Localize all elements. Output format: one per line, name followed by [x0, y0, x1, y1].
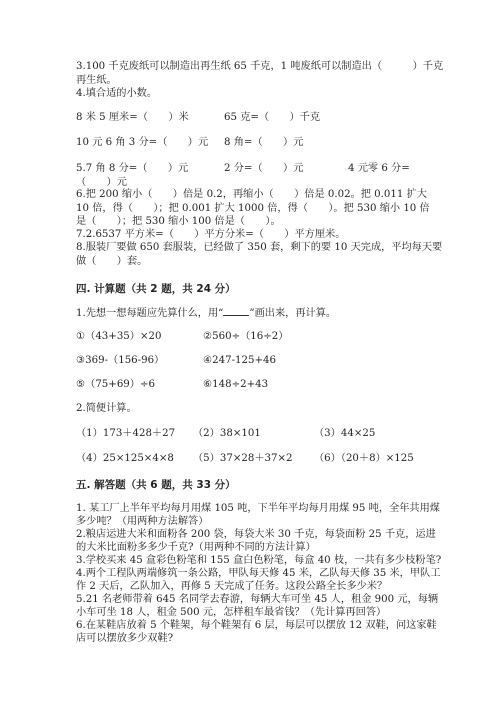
solve-line-6: 4.两个工程队两端修筑一条公路，甲队每天修 45 米，乙队每天修 35 米，甲队工: [76, 568, 441, 579]
solve-line-11: 店可以摆放多少双鞋?: [76, 633, 174, 644]
calc-question-1: [76, 306, 336, 321]
q4-item-jiao: 8 角=（ ）元: [224, 137, 304, 148]
q5-item-jiao-fen: 5.7 角 8 分=（ ）元: [76, 163, 189, 174]
solve-line-10: 6.在某鞋店放着 5 个鞋架，每个鞋架有 6 层，每层可以摆放 12 双鞋，问这家鞋: [76, 620, 437, 631]
solve-line-8: 5.21 名老师带着 645 名同学去春游，每辆大车可坐 45 人，租金 900 元，每辆: [76, 594, 439, 605]
q5-item-fen: 2 分=（ ）元: [224, 163, 304, 174]
solve-line-5: 3.学校买来 45 盒彩色粉笔和 155 盒白色粉笔，每盒 40 枝，一共有多少枝粉笔?: [76, 555, 442, 566]
calc-q1-prefix: 1.先想一想每题应先算什么，用“: [76, 308, 224, 319]
q5-item-yuan-fen: 4 元零 6 分=: [348, 163, 410, 174]
solve-line-3: 2.粮店运进大米和面粉各 200 袋，每袋大米 30 千克，每袋面粉 25 千克，运进: [76, 529, 436, 540]
question-6-line-1: 6.把 200 缩小（ ）倍是 0.2，再缩小（ ）倍是 0.02。把 0.011 扩大: [76, 189, 427, 200]
calc-item-5: ⑤（75+69）÷6: [76, 379, 155, 390]
section-heading-solve: 五. 解答题（共 6 题，共 33 分）: [76, 479, 236, 491]
question-7-line-1: 7.2.6537 平方米=（ ）平方分米=（ ）平方厘米。: [76, 229, 346, 240]
question-6-line-3: 是（ ）；把 530 缩小 100 倍是（ ）。: [76, 216, 281, 227]
simple-calc-4: （4）25×125×4×8: [76, 453, 174, 464]
solve-line-4: 的大米比面粉多多少千克?（用两种不同的方法计算）: [76, 542, 316, 553]
simple-calc-3: （3）44×25: [314, 428, 376, 439]
calc-question-2-title: 2.简便计算。: [76, 403, 137, 414]
q4-item-meters: 8 米 5 厘米=（ ）米: [76, 112, 189, 123]
question-8-line-1: 8.服装厂要做 650 套服装，已经做了 350 套，剩下的要 10 天完成，平均每天要: [76, 242, 443, 253]
solve-line-9: 小车可坐 18 人，租金 500 元，怎样租车最省钱？（先计算再回答）: [76, 607, 387, 618]
q4-item-yuan: 10 元 6 角 3 分=（ ）元: [76, 137, 209, 148]
underline-blank: [223, 306, 249, 316]
solve-line-1: 1. 某工厂上半年平均每月用煤 105 吨，下半年平均每月用煤 95 吨，全年共用煤: [76, 503, 440, 514]
simple-calc-5: （5）37×28＋37×2: [193, 453, 293, 464]
question-4-title: 4.填合适的小数。: [76, 88, 158, 99]
simple-calc-6: （6）（20＋8）×125: [314, 453, 414, 464]
calc-item-2: ②560÷（16÷2）: [203, 331, 289, 342]
solve-line-7: 作 2 天后，乙队加入，再修 5 天完成了任务。这段公路全长多少米？: [76, 581, 388, 592]
section-heading-calc: 四. 计算题（共 2 题，共 24 分）: [76, 283, 236, 295]
question-6-line-2: 10 倍，得（ ）；把 0.001 扩大 1000 倍，得（ ）。把 530 缩小 10 倍: [76, 203, 430, 214]
question-3-line-1: 3.100 千克废纸可以制造出再生纸 65 千克，1 吨废纸可以制造出（ ）千克: [76, 61, 444, 72]
simple-calc-1: （1）173＋428＋27: [76, 428, 176, 439]
question-3-line-2: 再生纸。: [76, 75, 117, 86]
q4-item-grams: 65 克=（ ）千克: [224, 112, 321, 123]
solve-line-2: 多少吨？（用两种方法解答）: [76, 516, 209, 527]
calc-item-6: ⑥148÷2+43: [203, 379, 269, 390]
calc-item-4: ④247-125+46: [203, 355, 276, 366]
question-8-line-2: 做（ ）套。: [76, 256, 148, 267]
calc-item-3: ③369-（156-96）: [76, 355, 165, 366]
simple-calc-2: （2）38×101: [193, 428, 261, 439]
calc-q1-suffix: ”画出来，再计算。: [249, 308, 337, 319]
calc-item-1: ①（43+35）×20: [76, 331, 162, 342]
q5-item-yuan-blank: （ ）元: [76, 177, 127, 188]
